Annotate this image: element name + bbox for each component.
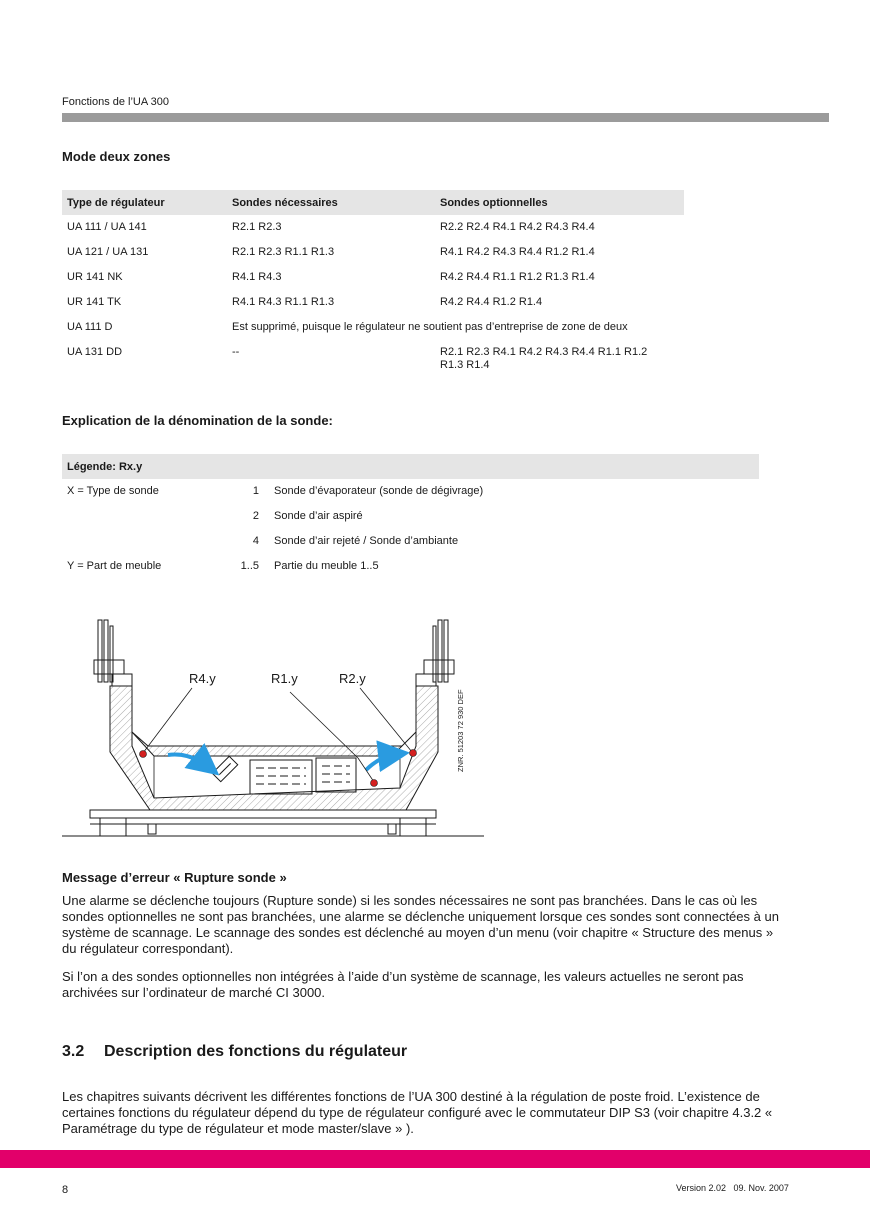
sensor-r4 <box>140 751 147 758</box>
label-r2: R2.y <box>339 671 366 686</box>
table-row <box>62 290 684 315</box>
legend-description: Sonde d’air rejeté / Sonde d’ambiante <box>274 535 459 547</box>
right-rail <box>416 620 454 686</box>
section-title-mode-deux-zones: Mode deux zones <box>62 149 171 164</box>
chapter-number: 3.2 <box>62 1043 85 1060</box>
error-paragraph-2: Si l’on a des sondes optionnelles non intégrées à l’aide d’un système de scannage, les valeurs actuelles ne seront pas archivées sur l’ordinateur de marché CI 3000. <box>62 969 744 1000</box>
table-cell: R2.2 R2.4 R4.1 R4.2 R4.3 R4.4 <box>440 221 595 233</box>
display-case-diagram <box>60 612 490 842</box>
table-row <box>62 340 684 372</box>
table-cell: R4.2 R4.4 R1.2 R1.4 <box>440 296 543 308</box>
chapter-title: Description des fonctions du régulateur <box>104 1043 408 1060</box>
table-row <box>62 554 759 579</box>
table-row <box>62 529 759 554</box>
section-title-sensor-naming: Explication de la dénomination de la sonde: <box>62 413 333 428</box>
legend-code: 1 <box>252 485 259 497</box>
table-row <box>62 479 759 504</box>
legend-label: Y = Part de meuble <box>67 560 162 572</box>
column-header: Type de régulateur <box>62 190 227 215</box>
table-cell: UR 141 NK <box>67 271 123 283</box>
document-version: Version 2.02 09. Nov. 2007 <box>676 1183 789 1193</box>
header-divider <box>62 113 829 122</box>
legend-label: X = Type de sonde <box>67 485 159 497</box>
table-cell: UA 111 / UA 141 <box>67 221 147 233</box>
legend-description: Sonde d’air aspiré <box>274 510 363 522</box>
legend-header: Légende: Rx.y <box>62 454 759 479</box>
sensor-r1 <box>371 780 378 787</box>
sensor-r2 <box>410 750 417 757</box>
legend-code: 4 <box>252 535 259 547</box>
legend-label <box>62 529 227 554</box>
section-title-error-message: Message d’erreur « Rupture sonde » <box>62 870 287 885</box>
legend-code: 1..5 <box>240 560 259 572</box>
table-cell: R4.1 R4.3 <box>232 271 282 283</box>
legend-description: Partie du meuble 1..5 <box>274 560 379 572</box>
case-base <box>90 810 436 836</box>
table-cell: R4.1 R4.3 R1.1 R1.3 <box>232 296 335 308</box>
table-cell: UR 141 TK <box>67 296 122 308</box>
table-row <box>62 265 684 290</box>
table-cell: Est supprimé, puisque le régulateur ne soutient pas d’entreprise de zone de deux <box>232 321 628 333</box>
legend-code: 2 <box>252 510 259 522</box>
table-row <box>62 315 684 340</box>
table-header-row <box>62 190 684 215</box>
table-cell: R4.2 R4.4 R1.1 R1.2 R1.3 R1.4 <box>440 271 595 283</box>
page-number: 8 <box>62 1184 69 1196</box>
column-header: Sondes optionnelles <box>435 190 684 215</box>
label-r1: R1.y <box>271 671 298 686</box>
table-row <box>62 215 684 240</box>
footer-accent-bar <box>0 1150 870 1168</box>
legend-label <box>62 504 227 529</box>
table-cell: R2.1 R2.3 R4.1 R4.2 R4.3 R4.4 R1.1 R1.2 R1.3 R1.4 <box>440 346 648 371</box>
table-cell: -- <box>232 346 240 358</box>
error-paragraph-1: Une alarme se déclenche toujours (Rupture sonde) si les sondes nécessaires ne sont pas branchées. Dans le cas où les sondes optionnelles ne sont pas branchées, une alarme se déclenche uniquement lorsque ces sondes sont connectées à un système de scannage. Le scannage des sondes est déclenché au moyen d’un menu (voir chapitre « Structure des menus » du régulateur correspondant). <box>62 893 779 956</box>
label-r4: R4.y <box>189 671 216 686</box>
table-cell: UA 111 D <box>67 321 113 333</box>
table-row <box>62 240 684 265</box>
legend-description: Sonde d’évaporateur (sonde de dégivrage) <box>274 485 484 497</box>
table-cell: UA 131 DD <box>67 346 123 358</box>
column-header: Sondes nécessaires <box>227 190 435 215</box>
legend-header-row <box>62 454 759 479</box>
drawing-reference-code: ZNR. 51203 72 930 DEF <box>456 689 465 772</box>
table-cell: R2.1 R2.3 R1.1 R1.3 <box>232 246 335 258</box>
table-row <box>62 504 759 529</box>
sensor-legend-table <box>62 454 759 579</box>
table-cell: R4.1 R4.2 R4.3 R4.4 R1.2 R1.4 <box>440 246 595 258</box>
chapter-paragraph: Les chapitres suivants décrivent les différentes fonctions de l’UA 300 destiné à la régulation de poste froid. L’existence de certaines fonctions du régulateur dépend du type de régulateur configuré avec le commutateur DIP S3 (voir chapitre 4.3.2 « Paramétrage du type de régulateur et mode master/slave » ). <box>62 1089 773 1136</box>
left-rail <box>94 620 132 686</box>
table-cell: R2.1 R2.3 <box>232 221 282 233</box>
table-cell: UA 121 / UA 131 <box>67 246 149 258</box>
page-header-title: Fonctions de l’UA 300 <box>62 96 170 108</box>
sensor-requirements-table <box>62 190 684 372</box>
